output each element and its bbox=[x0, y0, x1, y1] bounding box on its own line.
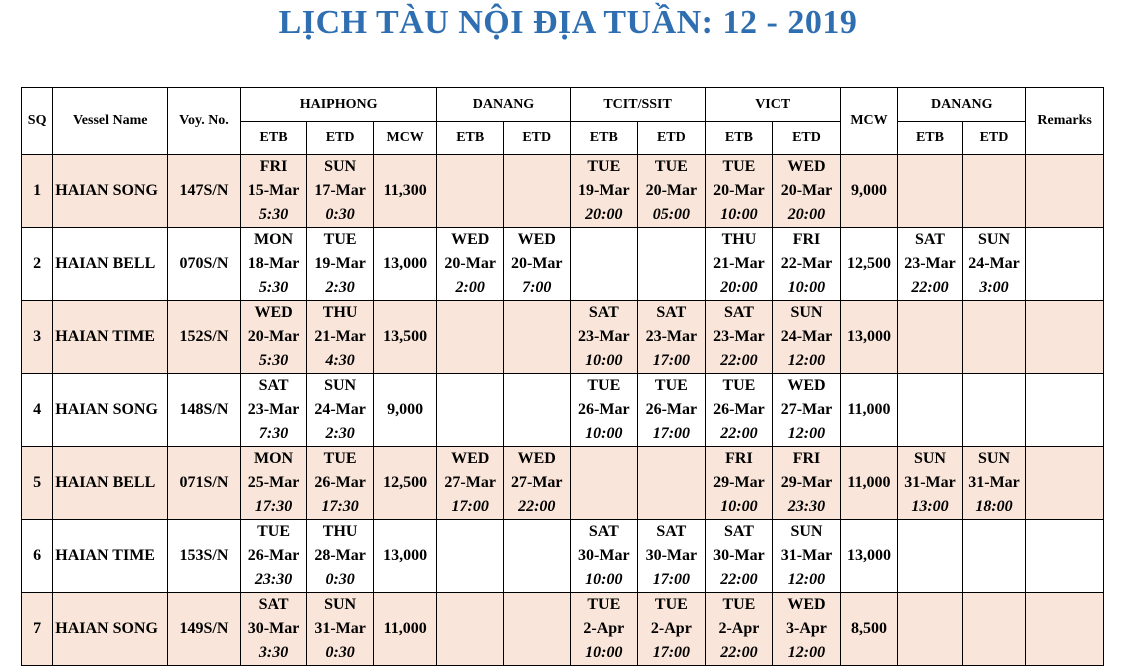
header-danang-2: DANANG bbox=[898, 88, 1026, 122]
cell-vessel: HAIAN TIME bbox=[53, 301, 168, 374]
cell-time: 5:30 bbox=[258, 352, 289, 369]
cell-vi-etb bbox=[705, 301, 773, 374]
cell-time: 12:00 bbox=[787, 571, 826, 588]
cell-dn2-etd bbox=[962, 374, 1026, 447]
cell-time: 13:00 bbox=[911, 498, 949, 515]
cell-time: 10:00 bbox=[787, 279, 826, 296]
cell-vi-etb bbox=[705, 447, 773, 520]
header-hp-etd: ETD bbox=[307, 122, 374, 155]
cell-dn1-etb bbox=[437, 155, 504, 228]
cell-time: 2:00 bbox=[455, 279, 485, 296]
cell-day: SAT bbox=[723, 523, 754, 540]
cell-vessel: HAIAN BELL bbox=[53, 447, 168, 520]
cell-time: 5:30 bbox=[258, 206, 289, 223]
cell-time: 22:00 bbox=[720, 571, 758, 588]
cell-vi-etb bbox=[705, 155, 773, 228]
cell-tc-etd bbox=[638, 520, 706, 593]
cell-day: MON bbox=[254, 231, 294, 248]
cell-day: SAT bbox=[656, 523, 687, 540]
cell-date: 19-Mar bbox=[578, 182, 630, 199]
cell-time: 10:00 bbox=[720, 498, 758, 515]
table-row bbox=[22, 447, 1104, 520]
cell-hp-etd bbox=[307, 301, 374, 374]
cell-vi-etd bbox=[773, 228, 841, 301]
cell-day: SUN bbox=[977, 231, 1010, 248]
cell-tc-etb bbox=[570, 155, 638, 228]
table-row bbox=[22, 301, 1104, 374]
cell-day: TUE bbox=[654, 158, 688, 175]
cell-date: 20-Mar bbox=[444, 255, 496, 272]
cell-time: 17:00 bbox=[652, 571, 691, 588]
cell-dn1-etb bbox=[437, 520, 504, 593]
cell-date: 27-Mar bbox=[780, 401, 833, 418]
cell-day: SAT bbox=[258, 596, 289, 613]
cell-time: 17:00 bbox=[652, 425, 691, 442]
cell-time: 2:30 bbox=[325, 425, 355, 442]
cell-dn1-etd bbox=[503, 155, 570, 228]
cell-time: 22:00 bbox=[720, 425, 758, 442]
cell-time: 17:00 bbox=[652, 644, 691, 661]
cell-voy: 071S/N bbox=[168, 447, 241, 520]
cell-time: 10:00 bbox=[585, 571, 623, 588]
cell-date: 30-Mar bbox=[578, 547, 630, 564]
cell-time: 4:30 bbox=[325, 352, 355, 369]
cell-time: 17:30 bbox=[254, 498, 293, 515]
cell-date: 24-Mar bbox=[968, 255, 1020, 272]
cell-day: THU bbox=[721, 231, 757, 248]
cell-date: 20-Mar bbox=[247, 328, 300, 345]
cell-time: 22:00 bbox=[518, 498, 556, 515]
cell-remarks bbox=[1026, 374, 1104, 447]
schedule-table bbox=[21, 87, 1104, 666]
cell-hp-mcw: 13,000 bbox=[373, 228, 437, 301]
cell-date: 31-Mar bbox=[314, 620, 366, 637]
cell-dn2-etb bbox=[898, 374, 963, 447]
cell-date: 20-Mar bbox=[510, 255, 563, 272]
cell-day: TUE bbox=[587, 596, 621, 613]
cell-vi-etd bbox=[773, 447, 841, 520]
cell-sq: 2 bbox=[22, 228, 53, 301]
cell-day: SAT bbox=[723, 304, 754, 321]
cell-date: 26-Mar bbox=[578, 401, 630, 418]
header-mcw-2: MCW bbox=[840, 88, 897, 155]
cell-dn2-etd bbox=[962, 228, 1026, 301]
table-row bbox=[22, 520, 1104, 593]
cell-day: WED bbox=[451, 450, 490, 467]
cell-day: WED bbox=[787, 596, 826, 613]
cell-date: 24-Mar bbox=[314, 401, 366, 418]
cell-mcw2: 13,000 bbox=[840, 520, 897, 593]
table-row bbox=[22, 593, 1104, 666]
cell-hp-mcw: 13,000 bbox=[373, 520, 437, 593]
cell-dn2-etb bbox=[898, 301, 963, 374]
cell-day: THU bbox=[322, 523, 358, 540]
cell-time: 17:00 bbox=[451, 498, 489, 515]
cell-date: 20-Mar bbox=[713, 182, 765, 199]
cell-hp-mcw: 13,500 bbox=[373, 301, 437, 374]
cell-day: SUN bbox=[790, 523, 823, 540]
cell-voy: 149S/N bbox=[168, 593, 241, 666]
cell-date: 27-Mar bbox=[444, 474, 496, 491]
cell-day: SUN bbox=[913, 450, 946, 467]
header-row-1 bbox=[22, 88, 1104, 122]
cell-dn2-etb bbox=[898, 228, 963, 301]
cell-time: 0:30 bbox=[325, 206, 355, 223]
cell-voy: 147S/N bbox=[168, 155, 241, 228]
cell-date: 23-Mar bbox=[645, 328, 698, 345]
cell-date: 31-Mar bbox=[780, 547, 833, 564]
cell-day: FRI bbox=[725, 450, 753, 467]
cell-date: 23-Mar bbox=[578, 328, 630, 345]
cell-date: 23-Mar bbox=[904, 255, 956, 272]
cell-tc-etd bbox=[638, 301, 706, 374]
cell-date: 31-Mar bbox=[904, 474, 956, 491]
cell-sq: 5 bbox=[22, 447, 53, 520]
cell-time: 5:30 bbox=[258, 279, 289, 296]
cell-time: 7:00 bbox=[522, 279, 552, 296]
cell-dn1-etb bbox=[437, 593, 504, 666]
cell-hp-etd bbox=[307, 374, 374, 447]
cell-time: 10:00 bbox=[585, 352, 623, 369]
cell-remarks bbox=[1026, 155, 1104, 228]
cell-date: 23-Mar bbox=[713, 328, 765, 345]
cell-hp-etb bbox=[240, 155, 307, 228]
cell-date: 23-Mar bbox=[247, 401, 300, 418]
cell-date: 29-Mar bbox=[780, 474, 833, 491]
cell-tc-etd bbox=[638, 447, 706, 520]
cell-date: 20-Mar bbox=[780, 182, 833, 199]
cell-date: 15-Mar bbox=[247, 182, 300, 199]
header-dn2-etd: ETD bbox=[962, 122, 1026, 155]
cell-day: SUN bbox=[324, 596, 357, 613]
cell-tc-etb bbox=[570, 593, 638, 666]
cell-day: TUE bbox=[323, 231, 357, 248]
cell-dn1-etd bbox=[503, 374, 570, 447]
cell-mcw2: 9,000 bbox=[840, 155, 897, 228]
cell-tc-etd bbox=[638, 228, 706, 301]
header-vi-etb: ETB bbox=[705, 122, 773, 155]
cell-tc-etb bbox=[570, 301, 638, 374]
header-tcit-ssit: TCIT/SSIT bbox=[570, 88, 705, 122]
cell-tc-etb bbox=[570, 374, 638, 447]
cell-remarks bbox=[1026, 228, 1104, 301]
cell-vi-etd bbox=[773, 593, 841, 666]
cell-time: 22:00 bbox=[911, 279, 949, 296]
cell-vi-etb bbox=[705, 520, 773, 593]
cell-time: 18:00 bbox=[975, 498, 1013, 515]
cell-time: 20:00 bbox=[585, 206, 623, 223]
cell-date: 25-Mar bbox=[247, 474, 300, 491]
cell-time: 22:00 bbox=[720, 644, 758, 661]
cell-vi-etd bbox=[773, 520, 841, 593]
cell-time: 17:00 bbox=[652, 352, 691, 369]
cell-time: 12:00 bbox=[787, 425, 826, 442]
cell-vessel: HAIAN SONG bbox=[53, 374, 168, 447]
cell-vi-etd bbox=[773, 155, 841, 228]
table-row bbox=[22, 228, 1104, 301]
header-vict: VICT bbox=[705, 88, 840, 122]
cell-hp-mcw: 9,000 bbox=[373, 374, 437, 447]
cell-dn1-etd bbox=[503, 593, 570, 666]
cell-day: SAT bbox=[588, 304, 619, 321]
cell-time: 22:00 bbox=[720, 352, 758, 369]
cell-vi-etb bbox=[705, 228, 773, 301]
cell-day: SUN bbox=[324, 158, 357, 175]
cell-day: TUE bbox=[654, 596, 688, 613]
cell-time: 0:30 bbox=[325, 571, 355, 588]
cell-time: 7:30 bbox=[258, 425, 289, 442]
cell-voy: 070S/N bbox=[168, 228, 241, 301]
cell-date: 29-Mar bbox=[713, 474, 765, 491]
cell-day: SAT bbox=[258, 377, 289, 394]
cell-time: 2:30 bbox=[325, 279, 355, 296]
cell-tc-etd bbox=[638, 593, 706, 666]
cell-date: 31-Mar bbox=[968, 474, 1020, 491]
header-vi-etd: ETD bbox=[773, 122, 841, 155]
cell-date: 26-Mar bbox=[314, 474, 366, 491]
cell-date: 3-Apr bbox=[786, 620, 827, 637]
cell-mcw2: 13,000 bbox=[840, 301, 897, 374]
schedule-rows bbox=[22, 155, 1104, 666]
cell-hp-mcw: 12,500 bbox=[373, 447, 437, 520]
cell-mcw2: 8,500 bbox=[840, 593, 897, 666]
cell-hp-etb bbox=[240, 447, 307, 520]
cell-day: WED bbox=[254, 304, 293, 321]
cell-tc-etb bbox=[570, 520, 638, 593]
cell-dn2-etd bbox=[962, 155, 1026, 228]
cell-date: 27-Mar bbox=[510, 474, 563, 491]
cell-date: 24-Mar bbox=[780, 328, 833, 345]
cell-date: 26-Mar bbox=[247, 547, 300, 564]
cell-date: 2-Apr bbox=[718, 620, 760, 637]
header-remarks: Remarks bbox=[1026, 88, 1104, 155]
cell-vi-etb bbox=[705, 593, 773, 666]
cell-hp-etb bbox=[240, 593, 307, 666]
cell-date: 19-Mar bbox=[314, 255, 366, 272]
header-vessel-name: Vessel Name bbox=[53, 88, 168, 155]
cell-day: SAT bbox=[915, 231, 945, 248]
cell-remarks bbox=[1026, 301, 1104, 374]
cell-date: 2-Apr bbox=[583, 620, 625, 637]
cell-day: SAT bbox=[656, 304, 687, 321]
cell-date: 30-Mar bbox=[247, 620, 300, 637]
cell-day: WED bbox=[517, 450, 556, 467]
cell-hp-etd bbox=[307, 155, 374, 228]
cell-day: TUE bbox=[722, 158, 756, 175]
cell-day: SAT bbox=[588, 523, 619, 540]
cell-dn2-etd bbox=[962, 447, 1026, 520]
cell-mcw2: 12,500 bbox=[840, 228, 897, 301]
cell-date: 28-Mar bbox=[314, 547, 366, 564]
cell-remarks bbox=[1026, 593, 1104, 666]
cell-voy: 152S/N bbox=[168, 301, 241, 374]
cell-vessel: HAIAN BELL bbox=[53, 228, 168, 301]
header-hp-etb: ETB bbox=[240, 122, 307, 155]
cell-vessel: HAIAN SONG bbox=[53, 155, 168, 228]
header-danang-1: DANANG bbox=[437, 88, 570, 122]
cell-day: FRI bbox=[259, 158, 288, 175]
cell-dn2-etb bbox=[898, 155, 963, 228]
cell-date: 22-Mar bbox=[780, 255, 833, 272]
cell-tc-etb bbox=[570, 447, 638, 520]
cell-hp-etd bbox=[307, 520, 374, 593]
cell-day: SUN bbox=[324, 377, 357, 394]
cell-dn1-etb bbox=[437, 374, 504, 447]
cell-time: 20:00 bbox=[720, 279, 758, 296]
cell-hp-etd bbox=[307, 228, 374, 301]
cell-sq: 6 bbox=[22, 520, 53, 593]
header-tc-etb: ETB bbox=[570, 122, 638, 155]
header-tc-etd: ETD bbox=[638, 122, 706, 155]
page-title: LỊCH TÀU NỘI ĐỊA TUẦN: 12 - 2019 bbox=[278, 4, 858, 41]
header-dn1-etd: ETD bbox=[503, 122, 570, 155]
cell-day: FRI bbox=[792, 450, 821, 467]
cell-hp-etd bbox=[307, 593, 374, 666]
cell-time: 12:00 bbox=[787, 352, 826, 369]
cell-dn2-etd bbox=[962, 301, 1026, 374]
cell-date: 30-Mar bbox=[645, 547, 698, 564]
cell-day: MON bbox=[254, 450, 294, 467]
cell-day: FRI bbox=[792, 231, 821, 248]
cell-hp-etb bbox=[240, 228, 307, 301]
cell-day: TUE bbox=[654, 377, 688, 394]
header-hp-mcw: MCW bbox=[373, 122, 437, 155]
cell-dn1-etd bbox=[503, 301, 570, 374]
cell-day: SUN bbox=[790, 304, 823, 321]
cell-hp-etd bbox=[307, 447, 374, 520]
cell-remarks bbox=[1026, 520, 1104, 593]
cell-vessel: HAIAN TIME bbox=[53, 520, 168, 593]
cell-hp-mcw: 11,000 bbox=[373, 593, 437, 666]
cell-voy: 153S/N bbox=[168, 520, 241, 593]
cell-time: 10:00 bbox=[585, 644, 623, 661]
cell-hp-etb bbox=[240, 520, 307, 593]
cell-day: SUN bbox=[977, 450, 1010, 467]
cell-tc-etb bbox=[570, 228, 638, 301]
header-sq: SQ bbox=[22, 88, 53, 155]
cell-time: 23:30 bbox=[787, 498, 826, 515]
cell-date: 18-Mar bbox=[247, 255, 300, 272]
cell-dn1-etd bbox=[503, 520, 570, 593]
cell-dn1-etd bbox=[503, 228, 570, 301]
cell-dn1-etb bbox=[437, 447, 504, 520]
header-voy-no: Voy. No. bbox=[168, 88, 241, 155]
cell-day: WED bbox=[787, 158, 826, 175]
cell-date: 17-Mar bbox=[314, 182, 366, 199]
cell-dn1-etb bbox=[437, 228, 504, 301]
cell-date: 26-Mar bbox=[713, 401, 765, 418]
cell-vessel: HAIAN SONG bbox=[53, 593, 168, 666]
header-dn1-etb: ETB bbox=[437, 122, 504, 155]
cell-dn1-etb bbox=[437, 301, 504, 374]
table-row bbox=[22, 374, 1104, 447]
cell-vi-etd bbox=[773, 374, 841, 447]
cell-tc-etd bbox=[638, 155, 706, 228]
cell-date: 21-Mar bbox=[314, 328, 366, 345]
cell-time: 17:30 bbox=[321, 498, 359, 515]
cell-mcw2: 11,000 bbox=[840, 374, 897, 447]
cell-remarks bbox=[1026, 447, 1104, 520]
cell-day: WED bbox=[517, 231, 556, 248]
cell-hp-mcw: 11,300 bbox=[373, 155, 437, 228]
cell-day: WED bbox=[787, 377, 826, 394]
cell-date: 30-Mar bbox=[713, 547, 765, 564]
cell-time: 05:00 bbox=[652, 206, 691, 223]
cell-dn2-etb bbox=[898, 520, 963, 593]
cell-date: 20-Mar bbox=[645, 182, 698, 199]
cell-time: 23:30 bbox=[254, 571, 293, 588]
table-row bbox=[22, 155, 1104, 228]
cell-time: 20:00 bbox=[787, 206, 826, 223]
cell-time: 12:00 bbox=[787, 644, 826, 661]
cell-sq: 4 bbox=[22, 374, 53, 447]
cell-day: TUE bbox=[722, 377, 756, 394]
cell-time: 10:00 bbox=[720, 206, 758, 223]
cell-sq: 7 bbox=[22, 593, 53, 666]
cell-time: 3:30 bbox=[258, 644, 289, 661]
cell-sq: 3 bbox=[22, 301, 53, 374]
cell-day: TUE bbox=[722, 596, 756, 613]
cell-day: WED bbox=[451, 231, 490, 248]
cell-date: 26-Mar bbox=[645, 401, 698, 418]
cell-day: TUE bbox=[587, 158, 621, 175]
cell-vi-etd bbox=[773, 301, 841, 374]
cell-dn2-etd bbox=[962, 593, 1026, 666]
cell-time: 0:30 bbox=[325, 644, 355, 661]
cell-dn1-etd bbox=[503, 447, 570, 520]
cell-dn2-etd bbox=[962, 520, 1026, 593]
cell-voy: 148S/N bbox=[168, 374, 241, 447]
cell-time: 3:00 bbox=[979, 279, 1009, 296]
header-dn2-etb: ETB bbox=[898, 122, 963, 155]
cell-day: THU bbox=[322, 304, 358, 321]
cell-sq: 1 bbox=[22, 155, 53, 228]
cell-day: TUE bbox=[587, 377, 621, 394]
cell-date: 21-Mar bbox=[713, 255, 765, 272]
cell-hp-etb bbox=[240, 374, 307, 447]
cell-tc-etd bbox=[638, 374, 706, 447]
cell-hp-etb bbox=[240, 301, 307, 374]
cell-day: TUE bbox=[257, 523, 290, 540]
cell-mcw2: 11,000 bbox=[840, 447, 897, 520]
header-haiphong: HAIPHONG bbox=[240, 88, 437, 122]
cell-time: 10:00 bbox=[585, 425, 623, 442]
cell-day: TUE bbox=[323, 450, 357, 467]
cell-vi-etb bbox=[705, 374, 773, 447]
cell-date: 2-Apr bbox=[650, 620, 692, 637]
cell-dn2-etb bbox=[898, 593, 963, 666]
cell-dn2-etb bbox=[898, 447, 963, 520]
